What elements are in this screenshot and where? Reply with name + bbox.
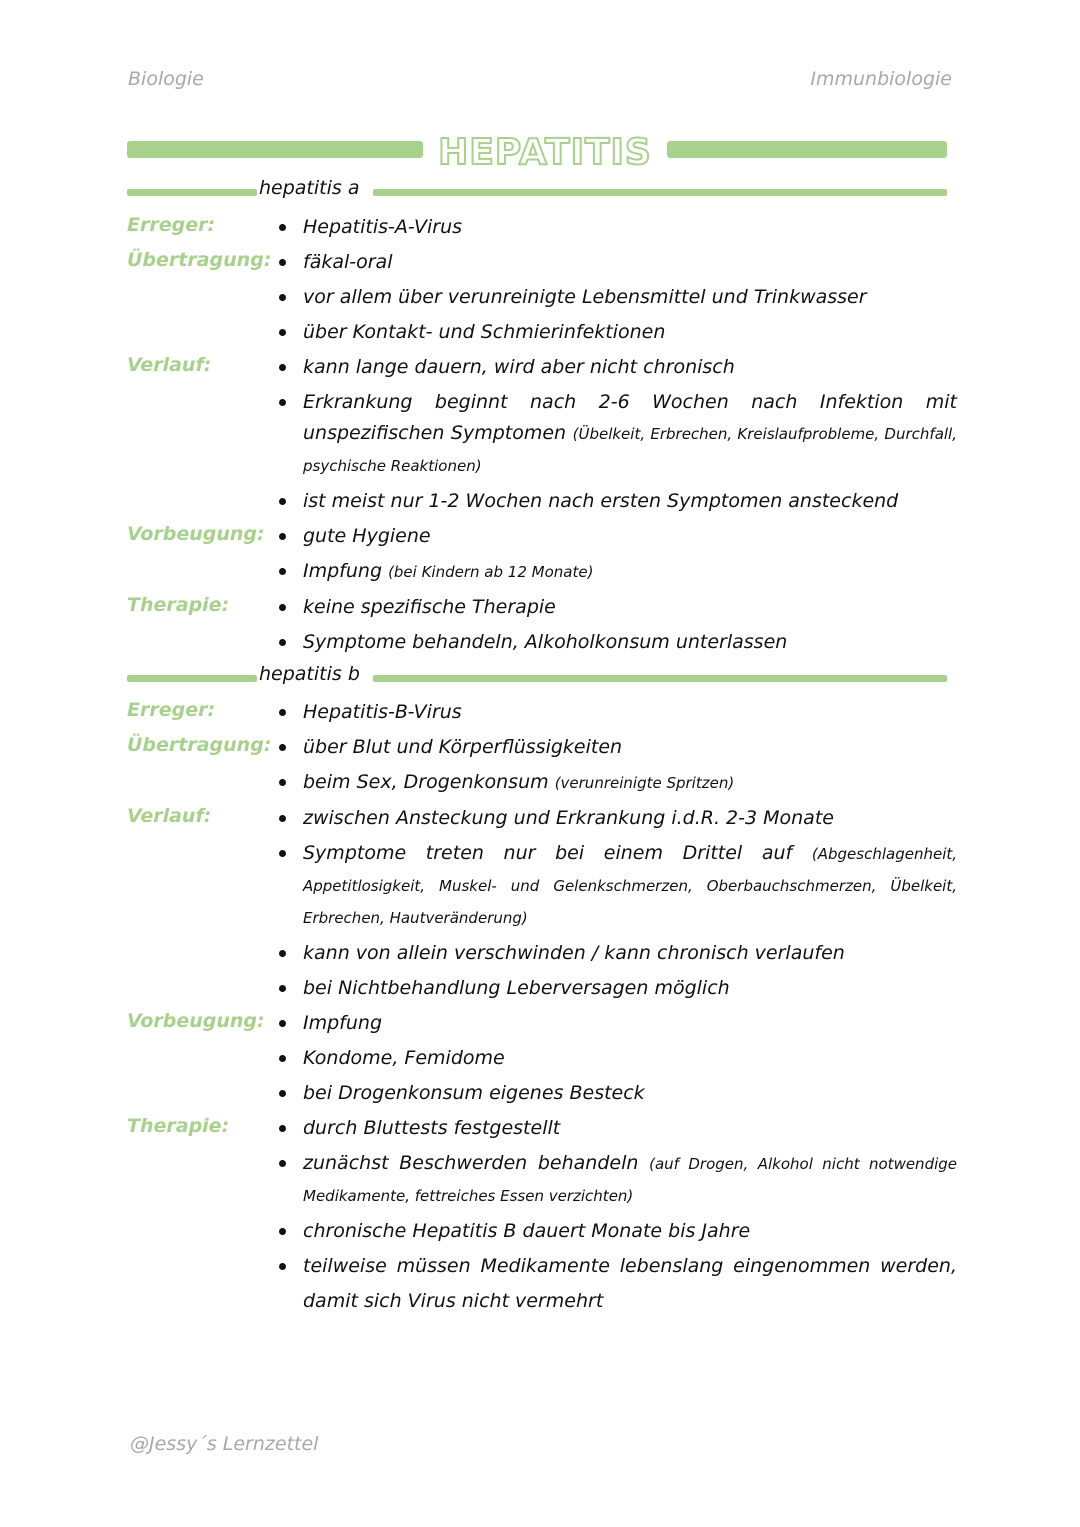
bullet-text: kann von allein verschwinden / kann chronisch verlaufen [303, 942, 845, 964]
bullet-list [127, 695, 957, 730]
bullet-text: keine spezifische Therapie [303, 596, 556, 618]
group-row [127, 730, 957, 801]
group-label: Vorbeugung: [127, 1010, 265, 1032]
bullet-text: bei Nichtbehandlung Leberversagen möglich [303, 977, 730, 999]
group-row [127, 350, 957, 519]
group-row [127, 801, 957, 1006]
bullet-item [275, 1146, 957, 1214]
title-bar-left [127, 141, 423, 158]
section-divider-right [373, 189, 947, 196]
bullet-text: kann lange dauern, wird aber nicht chronisch [303, 356, 735, 378]
bullet-item [275, 936, 957, 971]
group-label: Erreger: [127, 214, 216, 236]
bullet-item [275, 765, 957, 801]
title-banner [127, 132, 947, 172]
bullet-text: Symptome treten nur bei einem Drittel auf [303, 842, 793, 864]
page-title: HEPATITIS [438, 132, 652, 173]
bullet-item [275, 1214, 957, 1249]
bullet-item [275, 385, 957, 484]
section-divider-left [127, 675, 257, 682]
bullet-item [275, 590, 957, 625]
bullet-text: Hepatitis-B-Virus [303, 701, 462, 723]
section-title: hepatitis a [259, 177, 360, 199]
bullet-item [275, 1249, 957, 1319]
bullet-note: (Abgeschlagenheit, Appetitlosigkeit, Muskel- und Gelenkschmerzen, Oberbauchschmerzen, Übelkeit, Erbrechen, Hautveränderung) [303, 845, 958, 927]
bullet-text: gute Hygiene [303, 525, 431, 547]
section-heading-hepatitis-a [127, 178, 947, 202]
bullet-text: zwischen Ansteckung und Erkrankung i.d.R. 2-3 Monate [303, 807, 834, 829]
section-divider-right [373, 675, 947, 682]
bullet-note: (auf Drogen, Alkohol nicht notwendige Medikamente, fettreiches Essen verzichten) [303, 1155, 958, 1205]
group-row [127, 210, 957, 245]
bullet-text: durch Bluttests festgestellt [303, 1117, 561, 1139]
group-label: Verlauf: [127, 354, 212, 376]
bullet-text: fäkal-oral [303, 251, 393, 273]
header-subject: Biologie [128, 68, 204, 90]
bullet-item [275, 210, 957, 245]
bullet-item [275, 245, 957, 280]
bullet-item [275, 695, 957, 730]
bullet-text: Hepatitis-A-Virus [303, 216, 463, 238]
bullet-text: bei Drogenkonsum eigenes Besteck [303, 1082, 645, 1104]
group-row [127, 519, 957, 590]
bullet-text: chronische Hepatitis B dauert Monate bis Jahre [303, 1220, 751, 1242]
group-row [127, 1111, 957, 1319]
bullet-item [275, 730, 957, 765]
bullet-text: zunächst Beschwerden behandeln [303, 1152, 639, 1174]
bullet-text: Symptome behandeln, Alkoholkonsum unterlassen [303, 631, 788, 653]
bullet-text: Impfung [303, 560, 383, 582]
bullet-item [275, 1041, 957, 1076]
bullet-list [127, 210, 957, 245]
bullet-text: ist meist nur 1-2 Wochen nach ersten Symptomen ansteckend [303, 490, 899, 512]
bullet-item [275, 1076, 957, 1111]
section-heading-hepatitis-b [127, 664, 947, 688]
bullet-item [275, 350, 957, 385]
group-label: Vorbeugung: [127, 523, 265, 545]
bullet-text: beim Sex, Drogenkonsum [303, 771, 549, 793]
bullet-text: Impfung [303, 1012, 383, 1034]
group-label: Verlauf: [127, 805, 212, 827]
footer-credit: @Jessy´s Lernzettel [130, 1433, 319, 1455]
bullet-text: über Blut und Körperflüssigkeiten [303, 736, 623, 758]
bullet-item [275, 519, 957, 554]
group-row [127, 1006, 957, 1111]
bullet-item [275, 1006, 957, 1041]
bullet-item [275, 554, 957, 590]
bullet-item [275, 801, 957, 836]
bullet-item [275, 1111, 957, 1146]
bullet-item [275, 280, 957, 315]
group-label: Therapie: [127, 594, 230, 616]
bullet-item [275, 315, 957, 350]
group-row [127, 590, 957, 660]
bullet-note: (verunreinigte Spritzen) [554, 774, 735, 792]
title-bar-right [667, 141, 947, 158]
bullet-item [275, 625, 957, 660]
group-label: Übertragung: [127, 249, 272, 271]
bullet-text: über Kontakt- und Schmierinfektionen [303, 321, 666, 343]
bullet-list [127, 590, 957, 660]
section-title: hepatitis b [259, 663, 360, 685]
bullet-text: Erkrankung beginnt nach 2-6 Wochen nach Infektion mit unspezifischen Symptomen [303, 391, 957, 444]
bullet-note: (bei Kindern ab 12 Monate) [388, 563, 594, 581]
bullet-text: teilweise müssen Medikamente lebenslang eingenommen werden, damit sich Virus nicht vermehrt [303, 1255, 957, 1312]
bullet-text: vor allem über verunreinigte Lebensmittel und Trinkwasser [303, 286, 867, 308]
bullet-item [275, 836, 957, 936]
header-topic: Immunbiologie [810, 68, 952, 90]
group-row [127, 695, 957, 730]
group-label: Erreger: [127, 699, 216, 721]
group-label: Therapie: [127, 1115, 230, 1137]
bullet-list [127, 350, 957, 519]
bullet-list [127, 801, 957, 1006]
section-divider-left [127, 189, 257, 196]
group-label: Übertragung: [127, 734, 272, 756]
bullet-text: Kondome, Femidome [303, 1047, 505, 1069]
bullet-item [275, 971, 957, 1006]
group-row [127, 245, 957, 350]
bullet-list [127, 1111, 957, 1319]
section-body-hepatitis-b [127, 695, 957, 1319]
bullet-note: (Übelkeit, Erbrechen, Kreislaufprobleme, Durchfall, psychische Reaktionen) [303, 425, 957, 475]
bullet-item [275, 484, 957, 519]
section-body-hepatitis-a [127, 210, 957, 660]
